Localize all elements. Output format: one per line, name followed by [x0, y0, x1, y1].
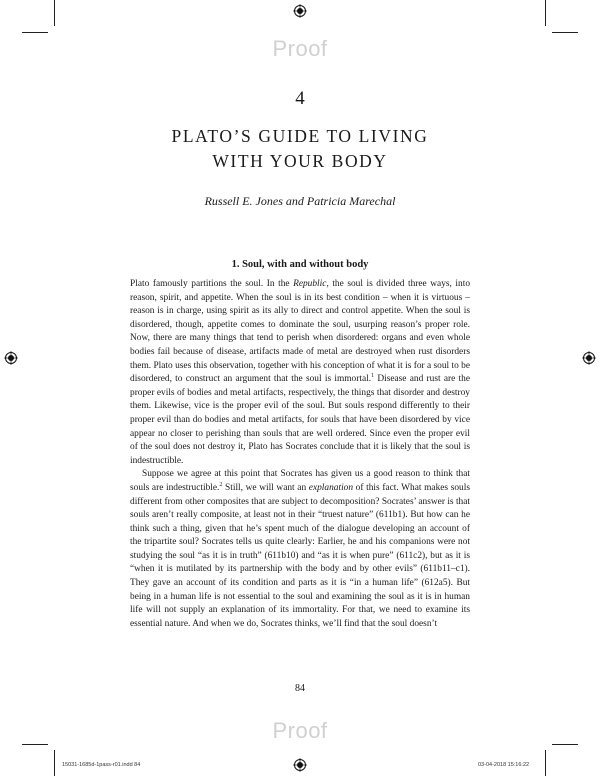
crop-mark — [552, 744, 578, 745]
page-number: 84 — [295, 683, 305, 694]
registration-mark-icon — [293, 758, 307, 772]
text-run-italic: explanation — [308, 482, 354, 493]
registration-mark-icon — [4, 351, 18, 365]
chapter-authors: Russell E. Jones and Patricia Marechal — [204, 194, 396, 208]
chapter-title — [0, 124, 600, 174]
proof-watermark-top: Proof — [272, 36, 328, 61]
crop-mark — [545, 0, 546, 26]
text-run: of this fact. What makes souls different from other composites that are subject to decomposition? Socrates’ answer is that souls aren’t really composite, at least not in their “truest nature” (611b1). But how can he think such a thing, given that he’s spent much of the dialogue developing an account of the tripartite soul? Socrates tells us quite clearly: Earlier, he and his companions were not studying the soul “as it is in truth” (611b10) and “as it is when pure” (611c2), but as it is “when it is mutilated by its partnership with the body and by other evils” (611b11–c1). They gave an account of its condition and parts as it is “in a human life” (612a5). But being in a human life is not essential to the soul and examining the soul as it is in human life will not supply an explanation of its immortality. For that, we need to examine its essential nature. And when we do, Socrates thinks, we’ll find that the soul doesn’t — [130, 482, 470, 629]
crop-mark — [22, 744, 48, 745]
crop-mark — [552, 32, 578, 33]
footnote-marker[interactable]: 1 — [371, 373, 375, 380]
slug-file-info: 15031-1685d-1pass-r01.indd 84 — [62, 762, 141, 768]
chapter-number: 4 — [295, 88, 305, 109]
chapter-title-line2: WITH YOUR BODY — [212, 151, 388, 171]
body-text — [130, 278, 470, 631]
paragraph-2 — [130, 468, 470, 631]
crop-mark — [54, 0, 55, 26]
text-run: , the soul is divided three ways, into reason, spirit, and appetite. When the soul is in its best condition – when it is virtuous – reason is in charge, using spirit as its ally to direct and control appetite. When the soul is disordered, though, appetite comes to dominate the soul, usurping reason’s proper role. Now, there are many things that tend to perish when disordered: organs and even whole bodies fail because of disease, artifacts made of metal are destroyed when rust disorders them. Plato uses this observation, together with his conception of what it is for a soul to be disordered, to construct an argument that the soul is immortal. — [130, 279, 471, 385]
registration-mark-icon — [582, 351, 596, 365]
crop-mark — [545, 750, 546, 776]
crop-mark — [22, 32, 48, 33]
text-run-italic: Republic — [293, 279, 327, 289]
section-heading: 1. Soul, with and without body — [231, 259, 369, 270]
registration-mark-icon — [293, 4, 307, 18]
footnote-marker[interactable]: 2 — [219, 481, 223, 488]
slug-timestamp: 03-04-2018 15:16:22 — [478, 762, 530, 768]
crop-mark — [54, 750, 55, 776]
text-run: Still, we will want an — [222, 482, 309, 493]
text-run: Plato famously partitions the soul. In the — [130, 279, 294, 289]
text-run: Disease and rust are the proper evils of bodies and metal artifacts, respectively, the things that disorder and destroy them. Likewise, vice is the proper evil of the soul. But souls respond differently to their proper evil than do bodies and metal artifacts, for souls that have been disordered by vice appear no closer to perishing than souls that are well ordered. Since even the proper evil of the soul does not destroy it, Plato has Socrates conclude that it is likely that the soul is indestructible. — [130, 374, 470, 466]
paragraph-1 — [130, 278, 470, 468]
chapter-title-line1: PLATO’S GUIDE TO LIVING — [171, 126, 429, 146]
text-run: Suppose we agree at this point that Socrates has given us a good reason to think that souls are indestructible. — [130, 469, 470, 493]
proof-watermark-bottom: Proof — [272, 718, 328, 743]
